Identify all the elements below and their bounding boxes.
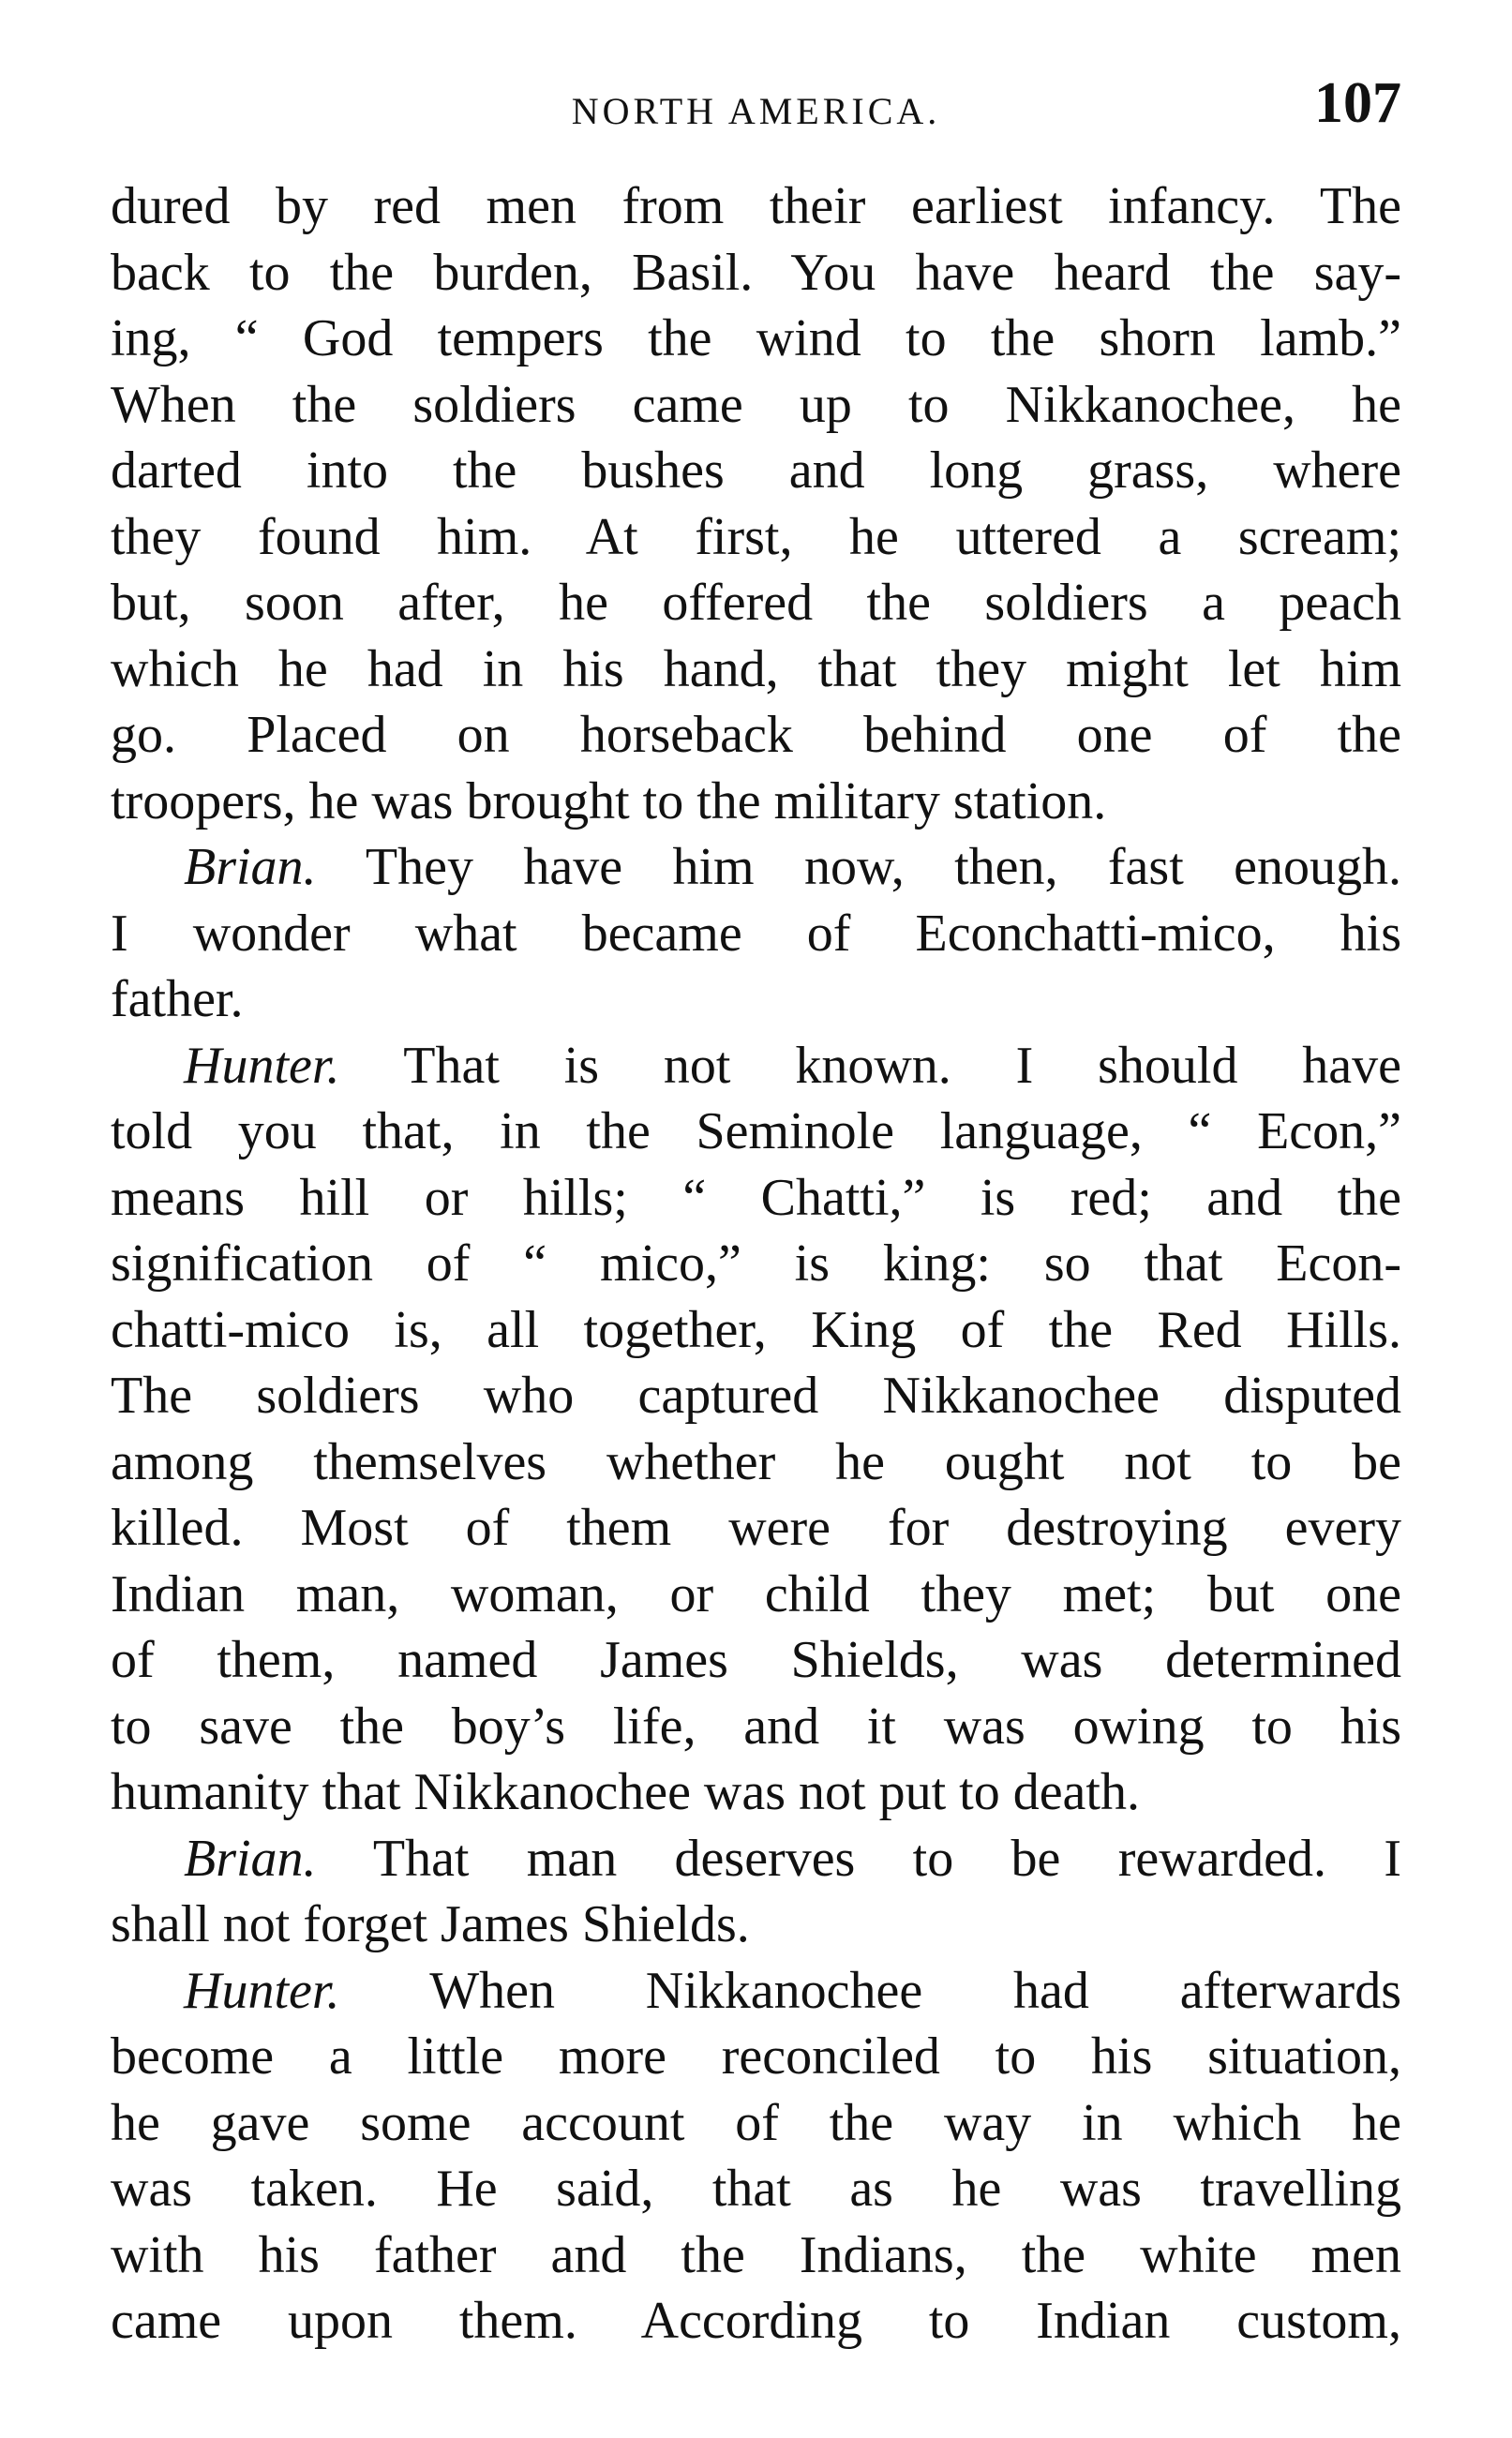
text-line: become a little more reconciled to his situation,	[111, 2027, 1401, 2086]
text-line: humanity that Nikkanochee was not put to death.	[111, 1763, 1140, 1821]
speaker-name: Hunter.	[184, 1961, 340, 2020]
text-line: but, soon after, he offered the soldiers a peach	[111, 574, 1401, 632]
body-text	[111, 173, 1401, 2355]
text-line: I wonder what became of Econchatti-mico, his	[111, 904, 1401, 963]
text-line: he gave some account of the way in which he	[111, 2093, 1401, 2152]
speaker-name: Hunter.	[184, 1036, 340, 1095]
text-line: father.	[111, 970, 244, 1028]
text-line: ing, “ God tempers the wind to the shorn lamb.”	[111, 309, 1401, 367]
text-line: among themselves whether he ought not to be	[111, 1432, 1401, 1491]
text-line: Brian. They have him now, then, fast enough.	[184, 838, 1401, 896]
text-line: shall not forget James Shields.	[111, 1895, 750, 1953]
text-line: came upon them. According to Indian custom,	[111, 2292, 1401, 2350]
text-line: darted into the bushes and long grass, where	[111, 441, 1401, 500]
text-line: means hill or hills; “ Chatti,” is red; and the	[111, 1168, 1401, 1227]
text-line: chatti-mico is, all together, King of the Red Hills.	[111, 1300, 1401, 1359]
text-line: with his father and the Indians, the white men	[111, 2225, 1401, 2284]
running-head	[111, 70, 1401, 145]
text-line: troopers, he was brought to the military station.	[111, 771, 1107, 830]
text-line: they found him. At first, he uttered a scream;	[111, 507, 1401, 566]
text-line: which he had in his hand, that they might let him	[111, 639, 1401, 698]
text-line: told you that, in the Seminole language, “ Econ,”	[111, 1102, 1401, 1160]
text-line: back to the burden, Basil. You have heard the say-	[111, 243, 1401, 302]
running-title: NORTH AMERICA.	[571, 90, 941, 132]
text-line: dured by red men from their earliest infancy. The	[111, 177, 1401, 235]
page-number: 107	[1314, 71, 1401, 135]
text-line: of them, named James Shields, was determined	[111, 1631, 1401, 1689]
text-line: was taken. He said, that as he was travelling	[111, 2160, 1401, 2218]
text-line: Hunter. When Nikkanochee had afterwards	[184, 1961, 1401, 2020]
speaker-name: Brian.	[184, 1829, 317, 1888]
text-line: The soldiers who captured Nikkanochee disputed	[111, 1367, 1401, 1425]
text-line: go. Placed on horseback behind one of the	[111, 706, 1401, 764]
text-line: When the soldiers came up to Nikkanochee, he	[111, 375, 1401, 434]
text-line: to save the boy’s life, and it was owing to his	[111, 1697, 1401, 1756]
text-line: signification of “ mico,” is king: so that Econ-	[111, 1234, 1401, 1293]
text-line: Indian man, woman, or child they met; but one	[111, 1564, 1401, 1623]
text-line: Hunter. That is not known. I should have	[184, 1036, 1401, 1095]
speaker-name: Brian.	[184, 838, 317, 896]
text-line: Brian. That man deserves to be rewarded. I	[184, 1829, 1401, 1888]
text-line: killed. Most of them were for destroying every	[111, 1499, 1401, 1557]
